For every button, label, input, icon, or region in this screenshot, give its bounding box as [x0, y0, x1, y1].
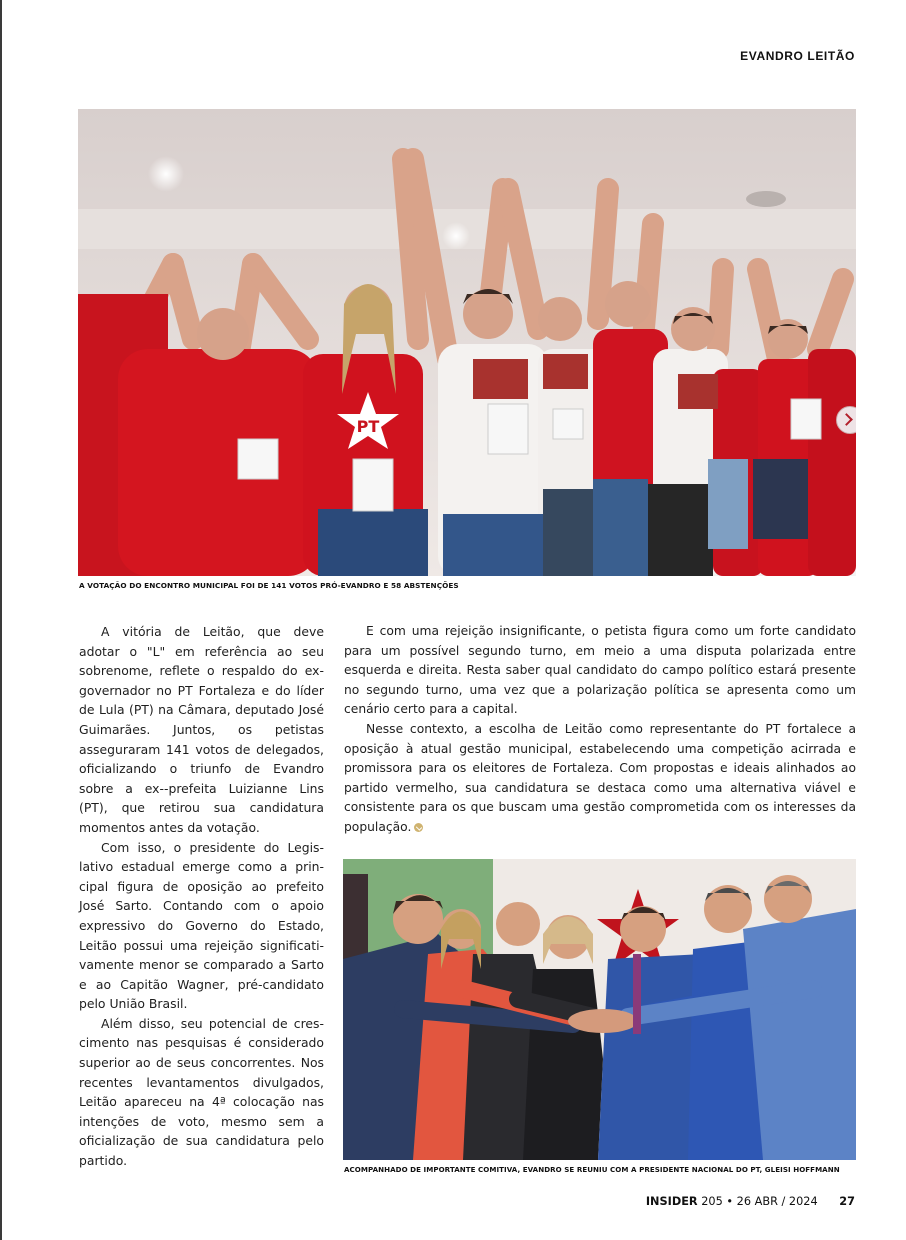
- section-title: EVANDRO LEITÃO: [740, 49, 855, 63]
- photo-illustration: [78, 109, 856, 576]
- chevron-right-icon[interactable]: [836, 406, 856, 434]
- article-left-column: [79, 622, 324, 1171]
- photo-illustration: [343, 859, 856, 1160]
- paragraph: [344, 720, 856, 838]
- issue-info: 205 • 26 ABR / 2024: [701, 1195, 818, 1208]
- page-footer: [646, 1195, 855, 1208]
- page-edge: [0, 0, 2, 1240]
- photo-convention-celebration: [78, 109, 856, 576]
- magazine-brand: INSIDER: [645, 1195, 698, 1208]
- photo-caption-bottom: ACOMPANHADO DE IMPORTANTE COMITIVA, EVANDRO SE REUNIU COM A PRESIDENTE NACIONAL DO PT, GLEISI HOFFMANN: [344, 1165, 840, 1174]
- paragraph-text: Nesse contexto, a escolha de Leitão como representante do PT fortalece a oposição à atual gestão municipal, estabelecendo uma competição acirrada e promissora para os eleitores de Fortaleza. Com propostas e ideais alinhados ao partido vermelho, sua candidatura se destaca como uma alternativa viável e consistente para os que buscam uma gestão comprometida com os interesses da população.: [344, 721, 856, 834]
- photo-caption-top: A VOTAÇÃO DO ENCONTRO MUNICIPAL FOI DE 141 VOTOS PRÓ-EVANDRO E 58 ABSTENÇÕES: [79, 581, 459, 590]
- paragraph: Com isso, o presidente do Legislativo estadual emerge como a principal figura de oposição ao prefeito José Sarto. Contando com o apoio expressivo do Governo do Estado, Leitão possui uma rejeição significativamente menor se comparado a Sarto e ao Capitão Wagner, pré-candidato pelo União Brasil.: [79, 839, 324, 1012]
- paragraph: Além disso, seu potencial de crescimento nas pesquisas é considerado superior ao de seus concorrentes. Nos recentes levantamentos divulgados, Leitão apareceu na 4ª colocação nas intenções de voto, mesmo sem a oficialização de sua candidatura pelo partido.: [79, 1015, 324, 1169]
- article-right-column: [344, 622, 856, 838]
- pt-shirt-logo-text: PT: [356, 417, 380, 436]
- end-of-article-icon: [414, 823, 423, 832]
- paragraph: A vitória de Leitão, que deve adotar o "L" em referência ao seu sobrenome, reflete o respaldo do ex-governador no PT Fortaleza e do líder de Lula (PT) na Câmara, deputado José Guimarães. Juntos, os petistas asseguraram 141 votos de delegados, oficializando o triunfo de Evandro sobre a ex--prefeita Luizianne Lins (PT), que retirou sua candidatura momentos antes da votação.: [79, 624, 324, 835]
- page-number: 27: [839, 1195, 855, 1208]
- photo-meeting-gleisi-hoffmann: [343, 859, 856, 1160]
- paragraph: E com uma rejeição insignificante, o petista figura como um forte candidato para um possível segundo turno, em meio a uma disputa polarizada entre esquerda e direita. Resta saber qual candidato do campo político estará presente no segundo turno, uma vez que a polarização política se apresenta como um cenário certo para a capital.: [344, 624, 856, 717]
